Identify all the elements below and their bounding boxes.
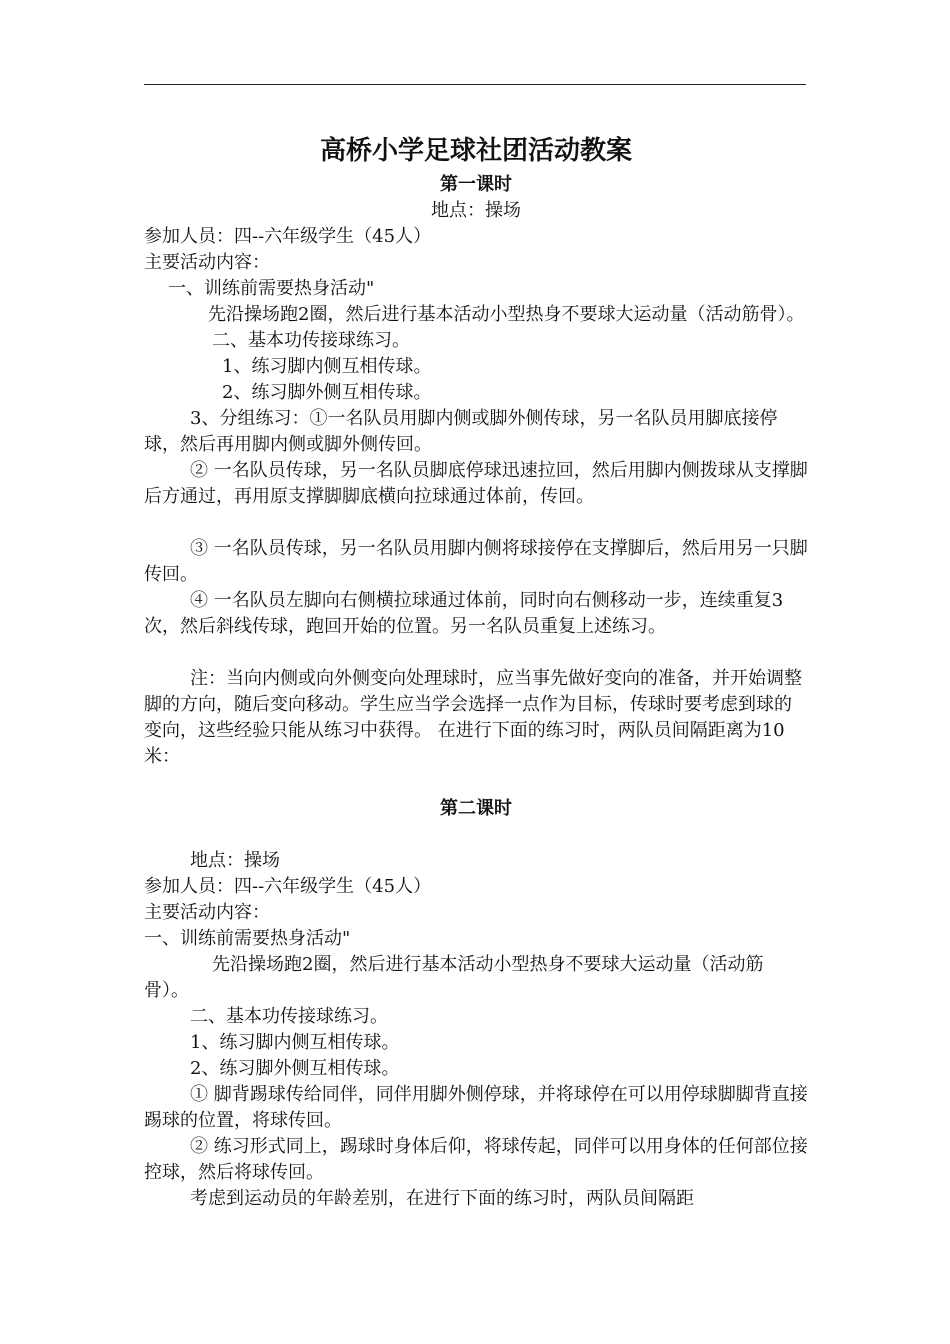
lesson-1-note: 注：当向内侧或向外侧变向处理球时，应当事先做好变向的准备，并开始调整脚的方向，随后变向移动。学生应当学会选择一点作为目标，传球时要考虑到球的变向，这些经验只能从练习中获得。 在进行下面的练习时，两队员间隔距离为10米：: [144, 668, 802, 767]
spacer: [144, 640, 808, 666]
lesson-2-heading: 第二课时: [440, 798, 512, 819]
lesson-1-participants: 参加人员：四--六年级学生（45人）: [144, 226, 432, 247]
lesson-1-warmup-text: 先沿操场跑2圈，然后进行基本活动小型热身不要球大运动量（活动筋骨）。: [208, 304, 805, 325]
lesson-2-content-label: 主要活动内容：: [144, 902, 270, 923]
header-rule: [144, 84, 806, 85]
lesson-1-item-3: ③ 一名队员传球，另一名队员用脚内侧将球接停在支撑脚后，然后用另一只脚传回。: [144, 538, 808, 585]
lesson-2-item-1: ① 脚背踢球传给同伴，同伴用脚外侧停球，并将球停在可以用停球脚脚背直接踢球的位置，将球传回。: [144, 1084, 808, 1131]
lesson-2-item-2: ② 练习形式同上，踢球时身体后仰，将球传起，同伴可以用身体的任何部位接控球，然后将球传回。: [144, 1136, 808, 1183]
document-title: 高桥小学足球社团活动教案: [319, 136, 632, 166]
document-body: [144, 130, 808, 1212]
lesson-2-drill-1: 1、练习脚内侧互相传球。: [190, 1032, 400, 1053]
spacer: [144, 510, 808, 536]
lesson-1-heading: 第一课时: [440, 174, 512, 195]
lesson-2-basic-heading: 二、基本功传接球练习。: [190, 1006, 388, 1027]
lesson-1-drill-2: 2、练习脚外侧互相传球。: [222, 382, 432, 403]
lesson-1-item-4: ④ 一名队员左脚向右侧横拉球通过体前，同时向右侧移动一步，连续重复3次，然后斜线传球，跑回开始的位置。另一名队员重复上述练习。: [144, 590, 784, 637]
lesson-1-content-label: 主要活动内容：: [144, 252, 270, 273]
lesson-1-group-drill: 3、分组练习：①一名队员用脚内侧或脚外侧传球，另一名队员用脚底接停球，然后再用脚内侧或脚外侧传回。: [144, 408, 778, 455]
lesson-2-participants: 参加人员：四--六年级学生（45人）: [144, 876, 432, 897]
lesson-2-drill-2: 2、练习脚外侧互相传球。: [190, 1058, 400, 1079]
lesson-1-drill-1: 1、练习脚内侧互相传球。: [222, 356, 432, 377]
lesson-2-location: 地点：操场: [190, 850, 280, 871]
lesson-2-closing: 考虑到运动员的年龄差别，在进行下面的练习时，两队员间隔距: [190, 1188, 694, 1209]
lesson-1-warmup-heading: 一、训练前需要热身活动": [168, 278, 375, 299]
lesson-2-warmup-heading: 一、训练前需要热身活动": [144, 928, 351, 949]
lesson-1-basic-heading: 二、基本功传接球练习。: [212, 330, 410, 351]
lesson-1-location: 地点：操场: [431, 200, 521, 221]
lesson-1-item-2: ② 一名队员传球，另一名队员脚底停球迅速拉回，然后用脚内侧拨球从支撑脚后方通过，再用原支撑脚脚底横向拉球通过体前，传回。: [144, 460, 808, 507]
lesson-2-warmup-text: 先沿操场跑2圈，然后进行基本活动小型热身不要球大运动量（活动筋骨）。: [144, 954, 764, 1001]
